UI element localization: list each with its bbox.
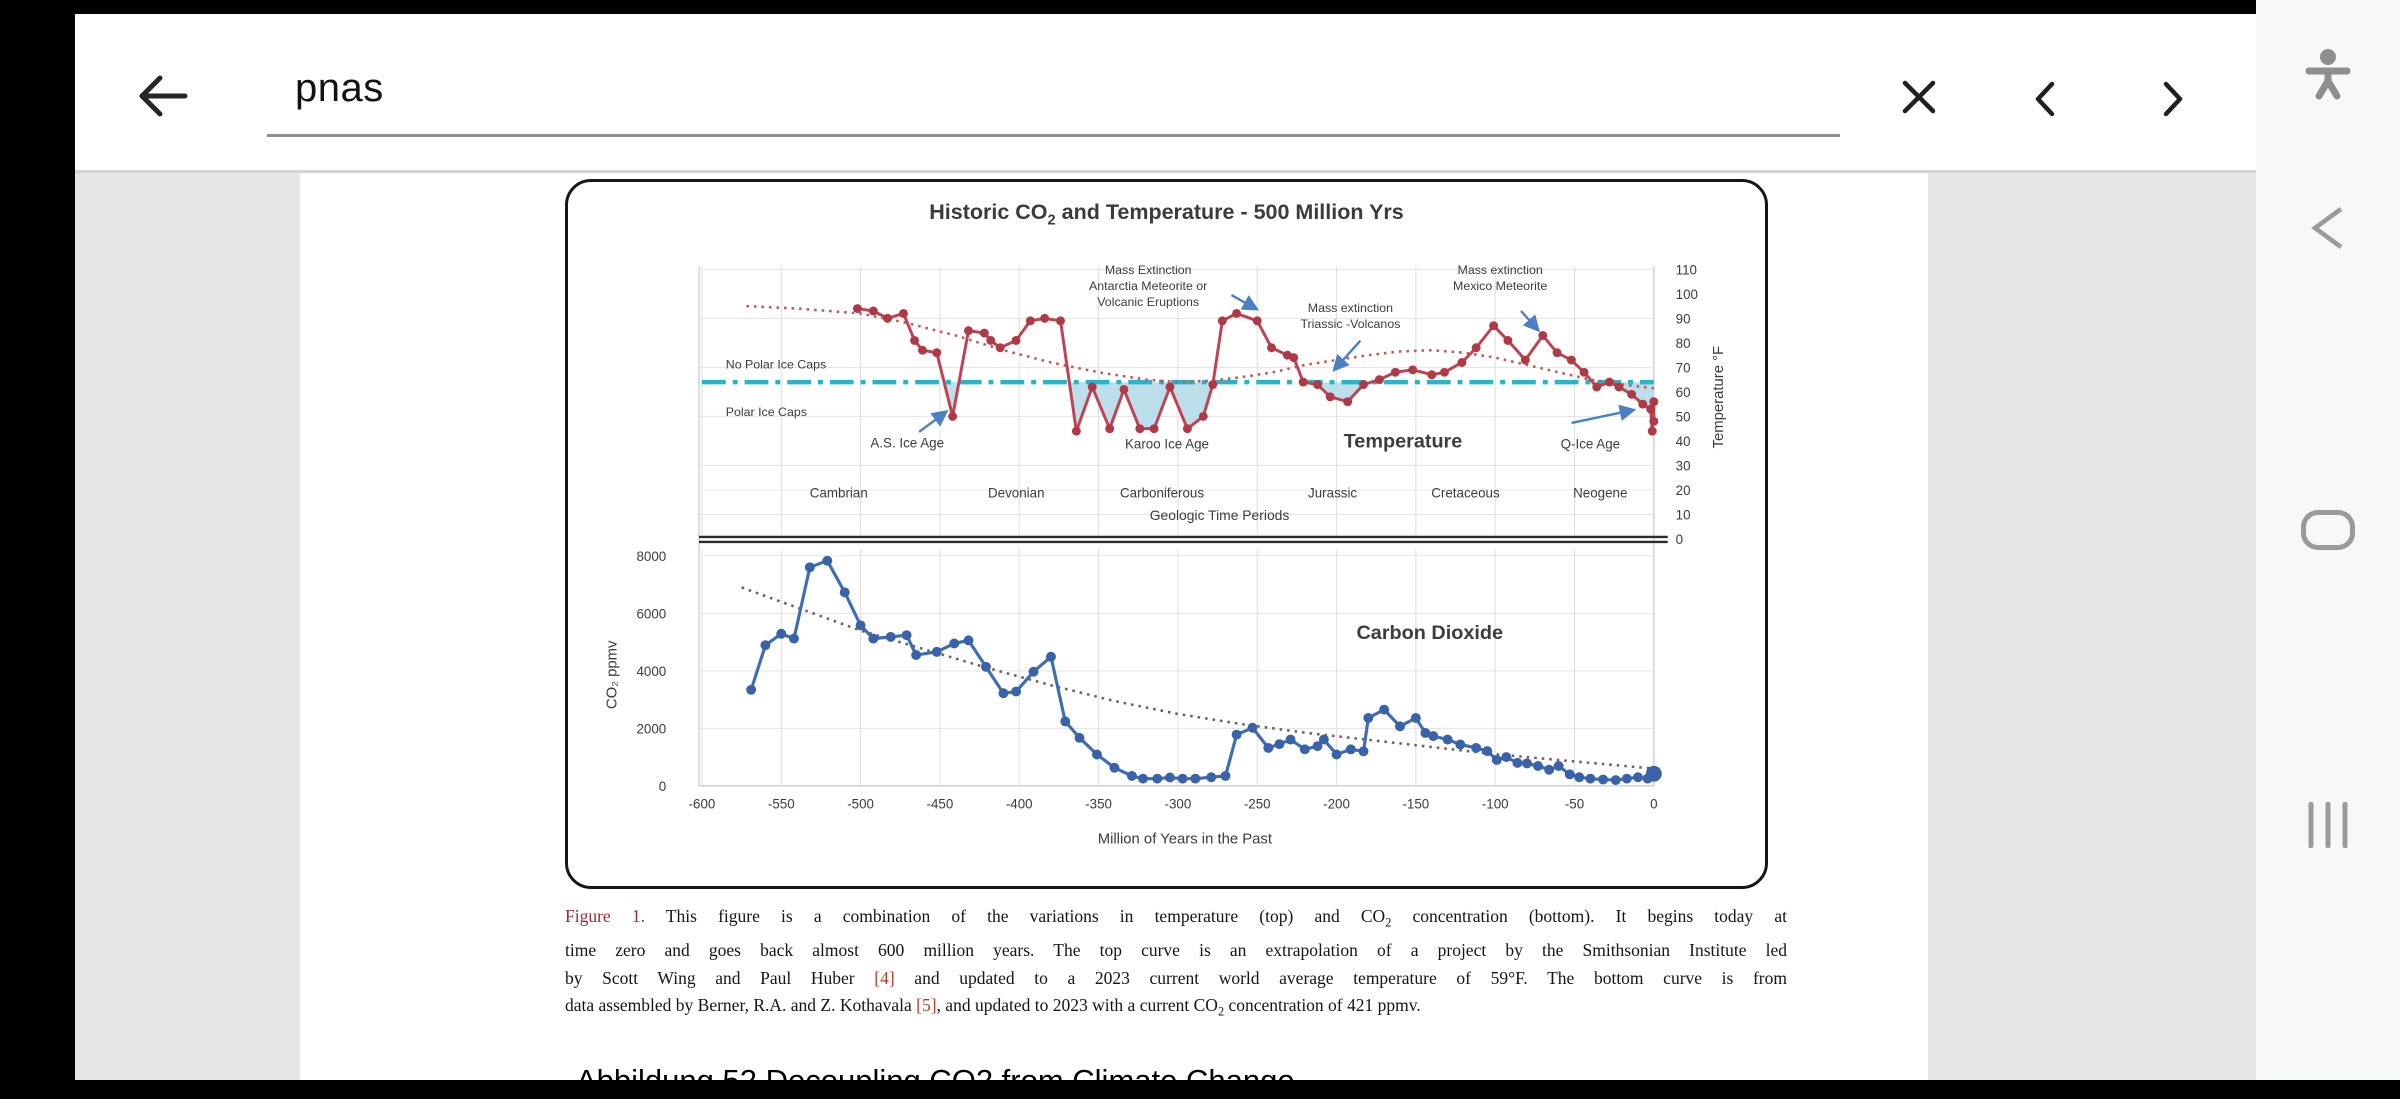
temperature-point <box>853 304 862 313</box>
co2-point <box>1554 761 1564 771</box>
caption-text: concentration (bottom). It begins today at <box>1391 906 1787 926</box>
caption-text: data assembled by Berner, R.A. and Z. Kothavala <box>565 995 917 1015</box>
temperature-point <box>1538 331 1547 340</box>
chart-annotation: Mass extinction <box>1457 263 1543 278</box>
caption-text: 2 <box>1385 915 1392 930</box>
co2-axis-tick: 2000 <box>636 721 667 737</box>
x-axis-tick: -250 <box>1243 796 1271 812</box>
co2-point <box>1060 716 1070 726</box>
temperature-point <box>1553 348 1562 357</box>
chart-annotation: Mexico Meteorite <box>1453 279 1548 294</box>
temperature-point <box>1408 365 1417 374</box>
figure-caption <box>565 903 1787 1026</box>
co2-point <box>1138 774 1148 784</box>
x-axis-tick: -500 <box>847 796 874 812</box>
periods-axis-label: Geologic Time Periods <box>1149 507 1290 524</box>
co2-series-label: Carbon Dioxide <box>1356 622 1504 645</box>
temperature-point <box>1359 380 1368 389</box>
temperature-point <box>1183 424 1192 433</box>
caption-text: by Scott Wing and Paul Huber <box>565 967 875 988</box>
temp-axis-tick: 10 <box>1675 507 1691 523</box>
find-previous-icon[interactable] <box>2033 80 2057 118</box>
temperature-point <box>918 346 927 355</box>
co2-point <box>1622 774 1632 784</box>
chart-annotation: Q-Ice Age <box>1560 436 1621 452</box>
co2-point <box>1075 733 1085 743</box>
temperature-point <box>1166 383 1175 392</box>
temperature-point <box>1427 370 1436 379</box>
temperature-point <box>1088 383 1097 392</box>
co2-point <box>1395 721 1405 731</box>
co2-point <box>1029 667 1039 677</box>
x-axis-label: Million of Years in the Past <box>1097 831 1272 848</box>
temp-axis-tick: 30 <box>1675 458 1691 474</box>
temperature-point <box>1638 400 1647 409</box>
co2-point <box>760 640 770 650</box>
co2-point <box>998 688 1008 698</box>
temp-axis-tick: 40 <box>1675 433 1691 449</box>
co2-point <box>1646 766 1662 782</box>
co2-point <box>1598 775 1608 785</box>
chart-annotation: Polar Ice Caps <box>725 405 807 420</box>
temperature-point <box>1218 316 1227 325</box>
co2-point <box>746 685 756 695</box>
temperature-point <box>1026 316 1035 325</box>
temperature-point <box>1472 343 1481 352</box>
caption-text: 2 <box>1217 1004 1225 1019</box>
chart-annotation: No Polar Ice Caps <box>725 357 827 372</box>
co2-point <box>1533 761 1543 771</box>
co2-point <box>964 635 974 645</box>
co2-point <box>1286 735 1296 745</box>
co2-point <box>1359 746 1369 756</box>
reference-link[interactable]: [4] <box>874 967 895 988</box>
annotation-arrow <box>1521 311 1538 330</box>
temperature-point <box>964 326 973 335</box>
co2-point <box>1512 758 1522 768</box>
temperature-series-label: Temperature <box>1343 430 1463 453</box>
temperature-point <box>1580 368 1589 377</box>
reader-window <box>75 14 2256 1098</box>
temperature-point <box>1614 383 1623 392</box>
temperature-point <box>1120 385 1129 394</box>
temperature-point <box>1649 417 1658 426</box>
co2-point <box>1152 774 1162 784</box>
temp-axis-tick: 80 <box>1675 335 1691 351</box>
nav-back-icon[interactable] <box>2307 204 2349 252</box>
x-axis-tick: -450 <box>926 796 954 812</box>
caption-text: This figure is a combination of the variations in temperature (top) and CO <box>644 906 1386 926</box>
co2-point <box>1492 755 1502 765</box>
temperature-point <box>1648 427 1657 436</box>
co2-point <box>1127 771 1137 781</box>
x-axis-tick: -300 <box>1164 796 1192 812</box>
co2-axis-tick: 0 <box>658 778 667 794</box>
temperature-point <box>899 309 908 318</box>
chart-annotation: Mass Extinction <box>1104 263 1192 278</box>
co2-point <box>1346 744 1356 754</box>
co2-point <box>822 556 832 566</box>
caption-line <box>565 937 1787 965</box>
temperature-point <box>1375 375 1384 384</box>
co2-point <box>1443 735 1453 745</box>
nav-home-icon[interactable] <box>2301 510 2355 550</box>
document-page <box>300 173 1928 1098</box>
caption-text: concentration of 421 ppmv. <box>1224 995 1421 1015</box>
x-axis-tick: -50 <box>1564 796 1585 812</box>
co2-point <box>1633 772 1643 782</box>
geologic-period-label: Devonian <box>988 485 1045 501</box>
co2-axis-label: CO₂ ppmv <box>604 640 621 710</box>
co2-point <box>1011 687 1021 697</box>
co2-point <box>981 662 991 672</box>
x-axis-tick: -100 <box>1481 796 1509 812</box>
temperature-point <box>1105 424 1114 433</box>
co2-point <box>1565 769 1575 779</box>
co2-point <box>840 587 850 597</box>
chart-title: Historic $CO_2$ and Temperature - 500 Million Yrs <box>929 200 1404 229</box>
nav-recents-icon[interactable] <box>2309 802 2348 848</box>
temperature-point <box>1503 336 1512 345</box>
temperature-point <box>1135 424 1144 433</box>
co2-point <box>1544 765 1554 775</box>
temperature-point <box>1232 309 1241 318</box>
caption-line <box>565 992 1787 1026</box>
co2-point <box>1206 772 1216 782</box>
close-icon[interactable] <box>1901 79 1937 115</box>
co2-point <box>1455 739 1465 749</box>
temperature-point <box>1489 321 1498 330</box>
co2-point <box>1232 730 1242 740</box>
temperature-point <box>883 314 892 323</box>
x-axis-tick: -550 <box>767 796 795 812</box>
co2-point <box>1363 713 1373 723</box>
temperature-point <box>1440 368 1449 377</box>
co2-point <box>886 632 896 642</box>
co2-axis-tick: 4000 <box>636 663 667 679</box>
co2-point <box>805 562 815 572</box>
geologic-period-label: Neogene <box>1573 485 1628 501</box>
find-next-icon[interactable] <box>2161 80 2185 118</box>
co2-point <box>1482 746 1492 756</box>
geologic-period-label: Cretaceous <box>1431 485 1500 501</box>
caption-text: Figure 1. <box>565 906 645 926</box>
co2-point <box>1248 723 1258 733</box>
temperature-point <box>1391 368 1400 377</box>
temperature-point <box>1289 353 1298 362</box>
temp-axis-tick: 90 <box>1675 311 1691 327</box>
temperature-point <box>1040 314 1049 323</box>
temperature-point <box>1150 424 1159 433</box>
co2-point <box>856 620 866 630</box>
co2-point <box>1092 750 1102 760</box>
temperature-point <box>1208 380 1217 389</box>
co2-point <box>1411 713 1421 723</box>
co2-point <box>1522 758 1532 768</box>
geologic-period-label: Cambrian <box>809 485 868 501</box>
temperature-point <box>1521 356 1530 365</box>
caption-text: and updated to a 2023 current world average temperature of 59°F. The bottom curve is from <box>894 967 1788 988</box>
co2-point <box>1471 743 1481 753</box>
co2-point <box>776 629 786 639</box>
search-input[interactable]: pnas <box>295 66 384 110</box>
x-axis-tick: -600 <box>688 796 716 812</box>
x-axis-tick: 0 <box>1650 796 1658 812</box>
temp-axis-tick: 50 <box>1675 409 1691 425</box>
temperature-point <box>1253 316 1262 325</box>
temp-axis-label: Temperature °F <box>1711 345 1728 449</box>
temperature-point <box>1592 383 1601 392</box>
temperature-point <box>910 336 919 345</box>
co2-point <box>902 630 912 640</box>
search-underline <box>267 134 1840 137</box>
system-navigation-bar <box>2256 0 2400 1080</box>
co2-point <box>1319 735 1329 745</box>
co2-axis-tick: 8000 <box>636 548 667 564</box>
temp-axis-tick: 60 <box>1675 384 1691 400</box>
pdf-viewer-background <box>75 173 2256 1098</box>
caption-line <box>565 903 1787 937</box>
temperature-point <box>948 412 957 421</box>
temperature-point <box>980 329 989 338</box>
annotation-arrow <box>919 412 946 432</box>
co2-point <box>1332 750 1342 760</box>
co2-point <box>932 647 942 657</box>
co2-point <box>1046 652 1056 662</box>
co2-point <box>1379 705 1389 715</box>
annotation-arrow <box>1335 341 1361 370</box>
temperature-point <box>1457 358 1466 367</box>
temp-axis-tick: 100 <box>1675 286 1698 302</box>
temperature-point <box>1012 336 1021 345</box>
accessibility-icon[interactable] <box>2300 44 2356 102</box>
reference-link[interactable]: [5] <box>916 995 937 1015</box>
co2-point <box>868 634 878 644</box>
co2-point <box>1300 744 1310 754</box>
co2-point <box>1221 771 1231 781</box>
co2-point <box>1109 763 1119 773</box>
chart-annotation: A.S. Ice Age <box>870 435 945 451</box>
geologic-period-label: Jurassic <box>1308 485 1358 501</box>
temp-axis-tick: 70 <box>1675 360 1691 376</box>
co2-trend-line <box>742 587 1654 768</box>
x-axis-tick: -350 <box>1085 796 1112 812</box>
x-axis-tick: -400 <box>1005 796 1033 812</box>
co2-point <box>1501 752 1511 762</box>
co2-point <box>1611 775 1621 785</box>
co2-point <box>1263 743 1273 753</box>
annotation-arrow <box>1231 295 1256 309</box>
x-axis-tick: -150 <box>1402 796 1430 812</box>
chart-annotation: Mass extinction <box>1307 300 1394 315</box>
temperature-point <box>996 343 1005 352</box>
chart-plot-area <box>568 182 1765 886</box>
x-axis-tick: -200 <box>1323 796 1350 812</box>
back-icon[interactable] <box>135 74 191 118</box>
co2-point <box>1585 774 1595 784</box>
temperature-point <box>986 336 995 345</box>
caption-line <box>565 965 1787 993</box>
find-on-page-toolbar <box>75 14 2256 170</box>
co2-point <box>1428 731 1438 741</box>
co2-axis-tick: 6000 <box>636 606 667 622</box>
geologic-period-label: Carboniferous <box>1120 485 1205 501</box>
next-section-heading: Abbildung 52 Decoupling CO2 from Climate Change <box>576 1063 1295 1098</box>
temperature-point <box>1567 356 1576 365</box>
co2-point <box>1165 773 1175 783</box>
temperature-point <box>1313 380 1322 389</box>
chart-annotation: Volcanic Eruptions <box>1097 294 1200 309</box>
temp-axis-tick: 110 <box>1675 262 1697 278</box>
co2-point <box>1190 774 1200 784</box>
temperature-point <box>869 307 878 316</box>
co2-point <box>911 650 921 660</box>
figure-chart <box>565 179 1768 889</box>
co2-point <box>1274 739 1284 749</box>
caption-text: time zero and goes back almost 600 million years. The top curve is an extrapolation of a project by the Smithsonian Institute led <box>565 940 1787 960</box>
co2-point <box>1178 774 1188 784</box>
co2-point <box>789 634 799 644</box>
temperature-point <box>1299 378 1308 387</box>
co2-point <box>949 639 959 649</box>
temperature-point <box>1056 316 1065 325</box>
temperature-point <box>1343 397 1352 406</box>
temperature-point <box>1605 378 1614 387</box>
temperature-point <box>1267 343 1276 352</box>
chart-annotation: Karoo Ice Age <box>1124 436 1210 452</box>
co2-point <box>1574 772 1584 782</box>
chart-annotation: Triassic -Volcanos <box>1300 316 1401 331</box>
temperature-point <box>1627 390 1636 399</box>
temp-axis-tick: 0 <box>1675 531 1684 547</box>
temperature-point <box>1199 412 1208 421</box>
temperature-point <box>1649 397 1658 406</box>
caption-text: , and updated to 2023 with a current CO <box>936 995 1218 1015</box>
temperature-point <box>1326 392 1335 401</box>
temperature-point <box>932 348 941 357</box>
temperature-point <box>1072 427 1081 436</box>
chart-annotation: Antarctia Meteorite or <box>1089 279 1208 294</box>
temp-axis-tick: 20 <box>1675 482 1691 498</box>
